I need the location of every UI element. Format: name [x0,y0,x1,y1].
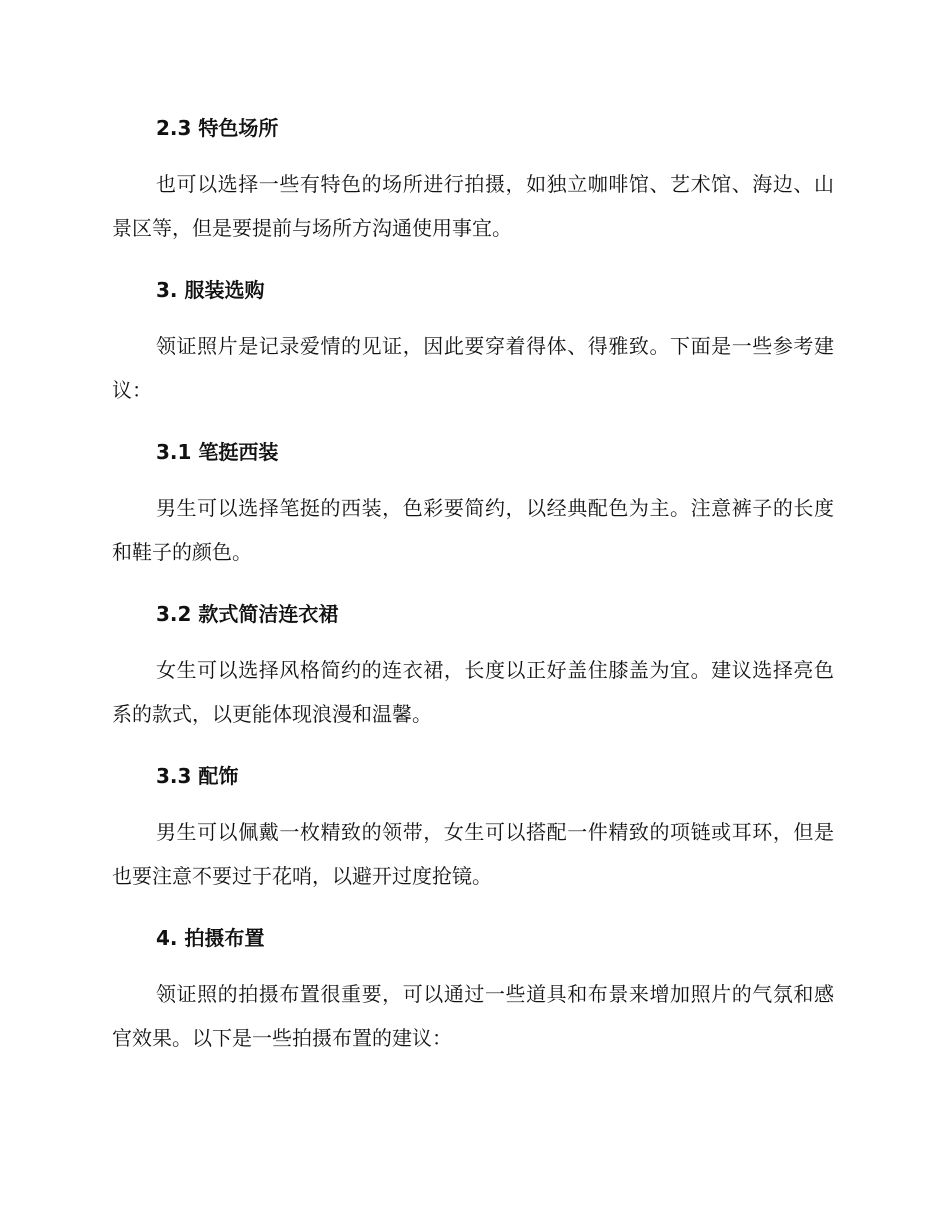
section-heading-3-1: 3.1 笔挺西装 [156,440,279,464]
section-heading-3: 3. 服装选购 [156,278,265,302]
section-heading-3-2: 3.2 款式简洁连衣裙 [156,602,339,626]
section-heading-2-3: 2.3 特色场所 [156,116,279,140]
section-paragraph-3: 领证照片是记录爱情的见证，因此要穿着得体、得雅致。下面是一些参考建议： [112,334,834,402]
section-paragraph-2-3: 也可以选择一些有特色的场所进行拍摄，如独立咖啡馆、艺术馆、海边、山景区等，但是要提前与场所方沟通使用事宜。 [112,172,834,240]
section-paragraph-4: 领证照的拍摄布置很重要，可以通过一些道具和布景来增加照片的气氛和感官效果。以下是一些拍摄布置的建议： [112,982,834,1050]
section-heading-4: 4. 拍摄布置 [156,926,265,950]
document-body [112,110,834,1060]
section-paragraph-3-2: 女生可以选择风格简约的连衣裙，长度以正好盖住膝盖为宜。建议选择亮色系的款式，以更能体现浪漫和温馨。 [112,658,834,726]
section-heading-3-3: 3.3 配饰 [156,764,239,788]
section-paragraph-3-3: 男生可以佩戴一枚精致的领带，女生可以搭配一件精致的项链或耳环，但是也要注意不要过于花哨，以避开过度抢镜。 [112,820,834,888]
section-paragraph-3-1: 男生可以选择笔挺的西装，色彩要简约，以经典配色为主。注意裤子的长度和鞋子的颜色。 [112,496,834,564]
